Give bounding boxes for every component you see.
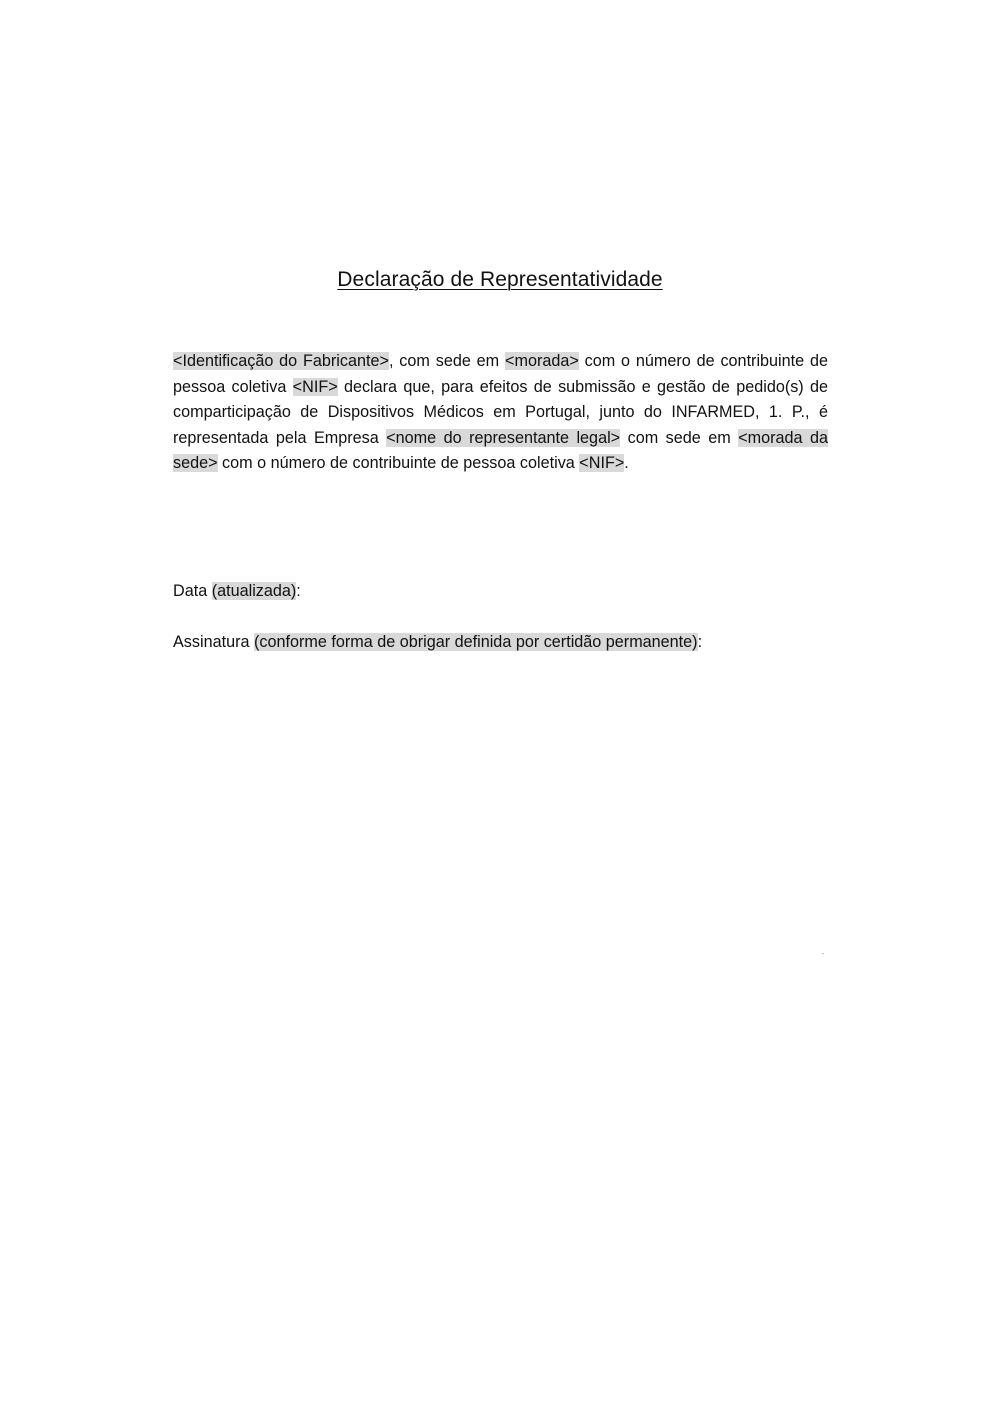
document-title: Declaração de Representatividade [337, 268, 663, 291]
paragraph-text: com o número de contribuinte de pessoa coletiva [173, 352, 828, 396]
paragraph-text: com sede em [620, 428, 739, 447]
date-suffix: : [296, 582, 301, 600]
paragraph-text: , com sede em [388, 352, 505, 370]
date-field [173, 579, 301, 603]
signature-suffix: : [697, 633, 703, 651]
signature-hint: (conforme forma de obrigar definida por certidão permanente) [253, 633, 698, 651]
paragraph-text: . [624, 454, 629, 473]
date-label: Data [173, 582, 212, 600]
representative-placeholder: <nome do representante legal> [386, 428, 621, 447]
paragraph-text: com o número de contribuinte de pessoa coletiva [217, 454, 580, 473]
nif-placeholder: <NIF> [579, 454, 625, 473]
address-placeholder: <morada> [505, 352, 579, 370]
paragraph-text: declara que, para efeitos de submissão e gestão de pedido(s) de comparticipação de Dispositivos Médicos em Portugal, junto do INFARMED, 1. P., é representada pela Empresa [173, 377, 828, 447]
date-hint: (atualizada) [211, 582, 297, 600]
stray-mark: " [822, 953, 824, 959]
headquarters-address-placeholder: <morada da sede> [173, 428, 829, 473]
signature-label: Assinatura [173, 633, 254, 651]
nif-placeholder: <NIF> [292, 377, 338, 396]
manufacturer-placeholder: <Identificação do Fabricante> [173, 352, 389, 370]
signature-field [173, 630, 702, 654]
declaration-paragraph [173, 349, 828, 477]
